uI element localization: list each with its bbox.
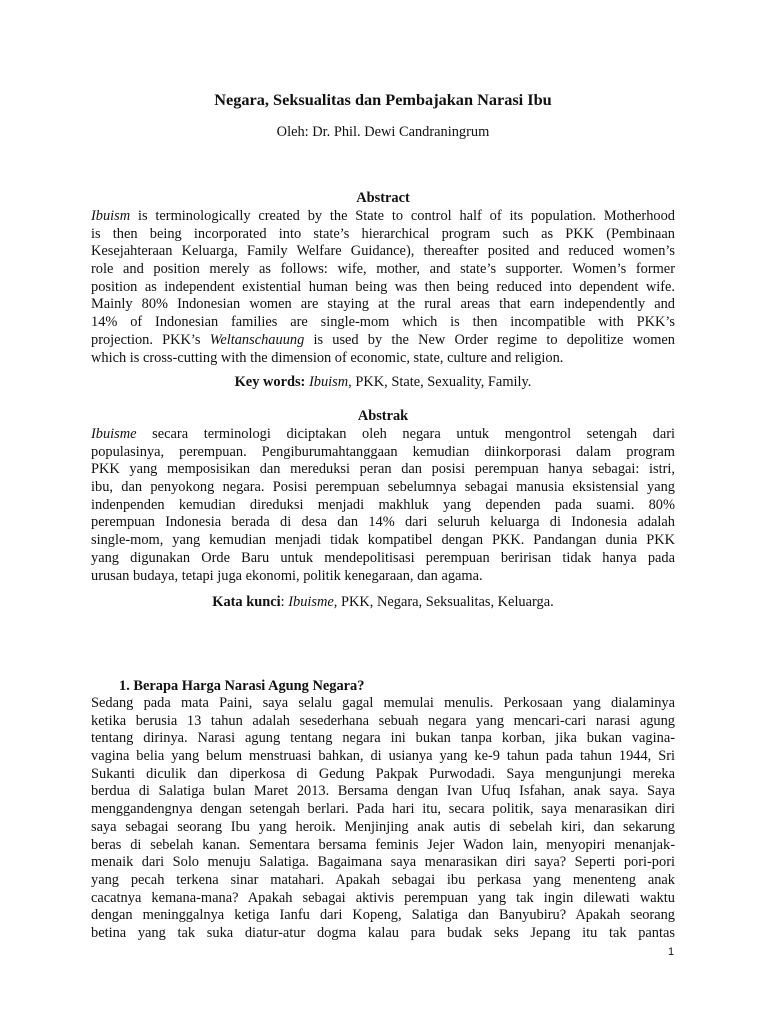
katakunci-label: Kata kunci — [212, 594, 281, 610]
text-line: 14% of Indonesian families are single-mom which is then incompatible with PKK’s — [91, 314, 675, 331]
italic-term: Ibuisme — [91, 426, 137, 442]
text-segment: is used by the New Order regime to depolitize women — [304, 331, 675, 348]
text-line: Mainly 80% Indonesian women are staying at the rural areas that earn independently and — [91, 296, 675, 313]
keywords-emphasis: Ibuism — [308, 374, 349, 390]
abstrak-body — [91, 426, 675, 585]
katakunci-rest: , PKK, Negara, Seksualitas, Keluarga. — [333, 594, 554, 610]
katakunci-sep: : — [280, 594, 289, 610]
section-1-heading: 1. Berapa Harga Narasi Agung Negara? — [119, 678, 365, 694]
text-line: is then being incorporated into state’s hierarchical program such as PKK (Pembinaan — [91, 225, 675, 242]
katakunci-line — [91, 594, 675, 611]
text-segment: secara terminologi diciptakan oleh negara untuk mengontrol setengah dari — [136, 426, 675, 442]
text-line: urusan budaya, tetapi juga ekonomi, politik kenegaraan, dan agama. — [91, 567, 483, 584]
text-line: yang digunakan Orde Baru untuk mendepolitisasi perempuan beririsan tidak hanya pada — [91, 549, 675, 566]
text-segment: is terminologically created by the State to control half of its population. Motherhood — [130, 208, 675, 224]
paper-title: Negara, Seksualitas dan Pembajakan Narasi Ibu — [214, 90, 552, 109]
text-line: vagina belia yang belum menstruasi bahkan, di usianya yang ke-9 tahun pada tahun 1944, Sri — [91, 748, 675, 765]
text-line: berdua di Salatiga bulan Maret 2013. Bersama dengan Ivan Ufuq Isfahan, anak saya. Saya — [91, 783, 675, 800]
text-line: which is cross-cutting with the dimension of economic, state, culture and religion. — [91, 349, 564, 366]
section-1-body — [91, 695, 675, 943]
text-line: betina yang tak suka diatur-atur dogma kalau para budak seks Jepang itu tak pantas — [91, 924, 675, 941]
abstrak-heading: Abstrak — [357, 408, 409, 424]
text-line: ketika berusia 13 tahun adalah sesederhana sebuah negara yang mencari-cari narasi agung — [91, 712, 675, 729]
text-line: cacatnya kemana-mana? Apakah sebagai aktivis perempuan yang tak ingin dilewati waktu — [91, 889, 675, 906]
keywords-rest: , PKK, State, Sexuality, Family. — [348, 374, 532, 390]
text-segment: projection. PKK’s — [91, 331, 210, 348]
text-line: role and position merely as follows: wife, mother, and state’s supporter. Women’s former — [91, 261, 675, 278]
text-line: menaik dari Solo menuju Salatiga. Bagaimana saya menarasikan diri saya? Seperti pori-pori — [91, 854, 675, 871]
text-line: position as independent existential human being was then being reduced into dependent wife. — [91, 278, 675, 295]
text-line — [91, 208, 675, 226]
text-line: yang pecah terkena sinar matahari. Apakah sebagai ibu perkasa yang menenteng anak — [91, 871, 675, 888]
text-line: menggandengnya dengan setengah berlari. Pada hari itu, secara politik, saya menarasikan diri — [91, 801, 675, 818]
abstract-heading: Abstract — [356, 190, 410, 206]
text-line: ibu, dan penyokong negara. Posisi perempuan sebelumnya sebagai manusia eksistensial yang — [91, 479, 675, 496]
page-number: 1 — [668, 946, 675, 958]
keywords-line — [91, 374, 675, 391]
text-line: beras di sebelah kanan. Sementara bersama feminis Jejer Wadon lain, menyopiri menanjak- — [91, 836, 675, 853]
text-line: tentang dirinya. Narasi agung tentang negara ini bukan tanpa korban, jika bukan vagina- — [91, 730, 675, 747]
text-line: saya sebagai seorang Ibu yang heroik. Menjinjing anak autis di sebelah kiri, dan sekarung — [91, 818, 675, 835]
italic-term: Weltanschauung — [209, 331, 305, 348]
keywords-label: Key words: — [234, 374, 306, 390]
text-line: PKK yang memposisikan dan mereduksi peran dan posisi perempuan hanya sebagai: istri, — [91, 461, 675, 478]
abstract-body — [91, 208, 675, 367]
text-line — [91, 426, 675, 444]
text-line: single-mom, yang kemudian menjadi tidak kompatibel dengan PKK. Pandangan dunia PKK — [91, 532, 675, 549]
text-line: Sedang pada mata Paini, saya selalu gagal memulai menulis. Perkosaan yang dialaminya — [91, 695, 675, 711]
text-line: dengan meninggalnya ketiga Ianfu dari Kopeng, Salatiga dan Banyubiru? Apakah seorang — [91, 907, 675, 924]
author-line: Oleh: Dr. Phil. Dewi Candraningrum — [276, 124, 490, 140]
text-line — [91, 332, 675, 350]
text-line: Kesejahteraan Keluarga, Family Welfare Guidance), thereafter posited and reduced women’s — [91, 243, 675, 260]
text-line: populasinya, perempuan. Pengiburumahtanggaan kemudian diinkorporasi dalam program — [91, 443, 675, 460]
text-line: indenpenden kemudian direduksi menjadi makhluk yang dependen pada suami. 80% — [91, 496, 675, 513]
katakunci-emphasis: Ibuisme — [288, 594, 334, 610]
text-line: perempuan Indonesia berada di desa dan 14% dari seluruh keluarga di Indonesia adalah — [91, 514, 675, 531]
italic-term: Ibuism — [91, 208, 131, 224]
text-line: Sukanti diculik dan diperkosa di Gedung Pakpak Purwodadi. Saya mengunjungi mereka — [91, 765, 675, 782]
